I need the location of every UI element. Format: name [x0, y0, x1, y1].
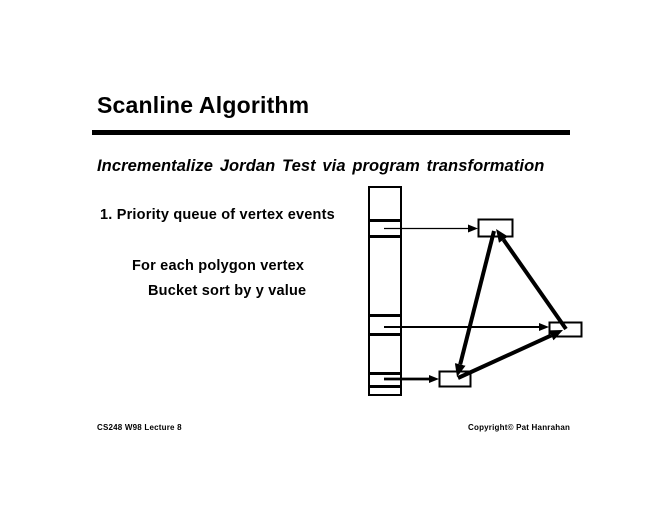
polygon-edge-bottom-to-right: [458, 335, 551, 378]
body-subitem-bucket-sort: Bucket sort by y value: [148, 283, 307, 299]
vertex-event-box-top: [479, 220, 513, 237]
slide-subtitle: Incrementalize Jordan Test via program transformation: [97, 157, 545, 175]
polygon-edge-top-to-bottom: [460, 231, 494, 364]
body-item-priority-queue: 1. Priority queue of vertex events: [100, 207, 335, 223]
page-title: Scanline Algorithm: [97, 92, 310, 118]
body-subitem-for-each-vertex: For each polygon vertex: [132, 258, 305, 274]
polygon-edge-right-to-top: [504, 240, 567, 329]
footer-course-label: CS248 W98 Lecture 8: [97, 423, 182, 432]
bucket-array: [369, 187, 401, 395]
vertex-event-box-right: [550, 323, 582, 337]
footer-copyright: Copyright© Pat Hanrahan: [468, 423, 571, 432]
